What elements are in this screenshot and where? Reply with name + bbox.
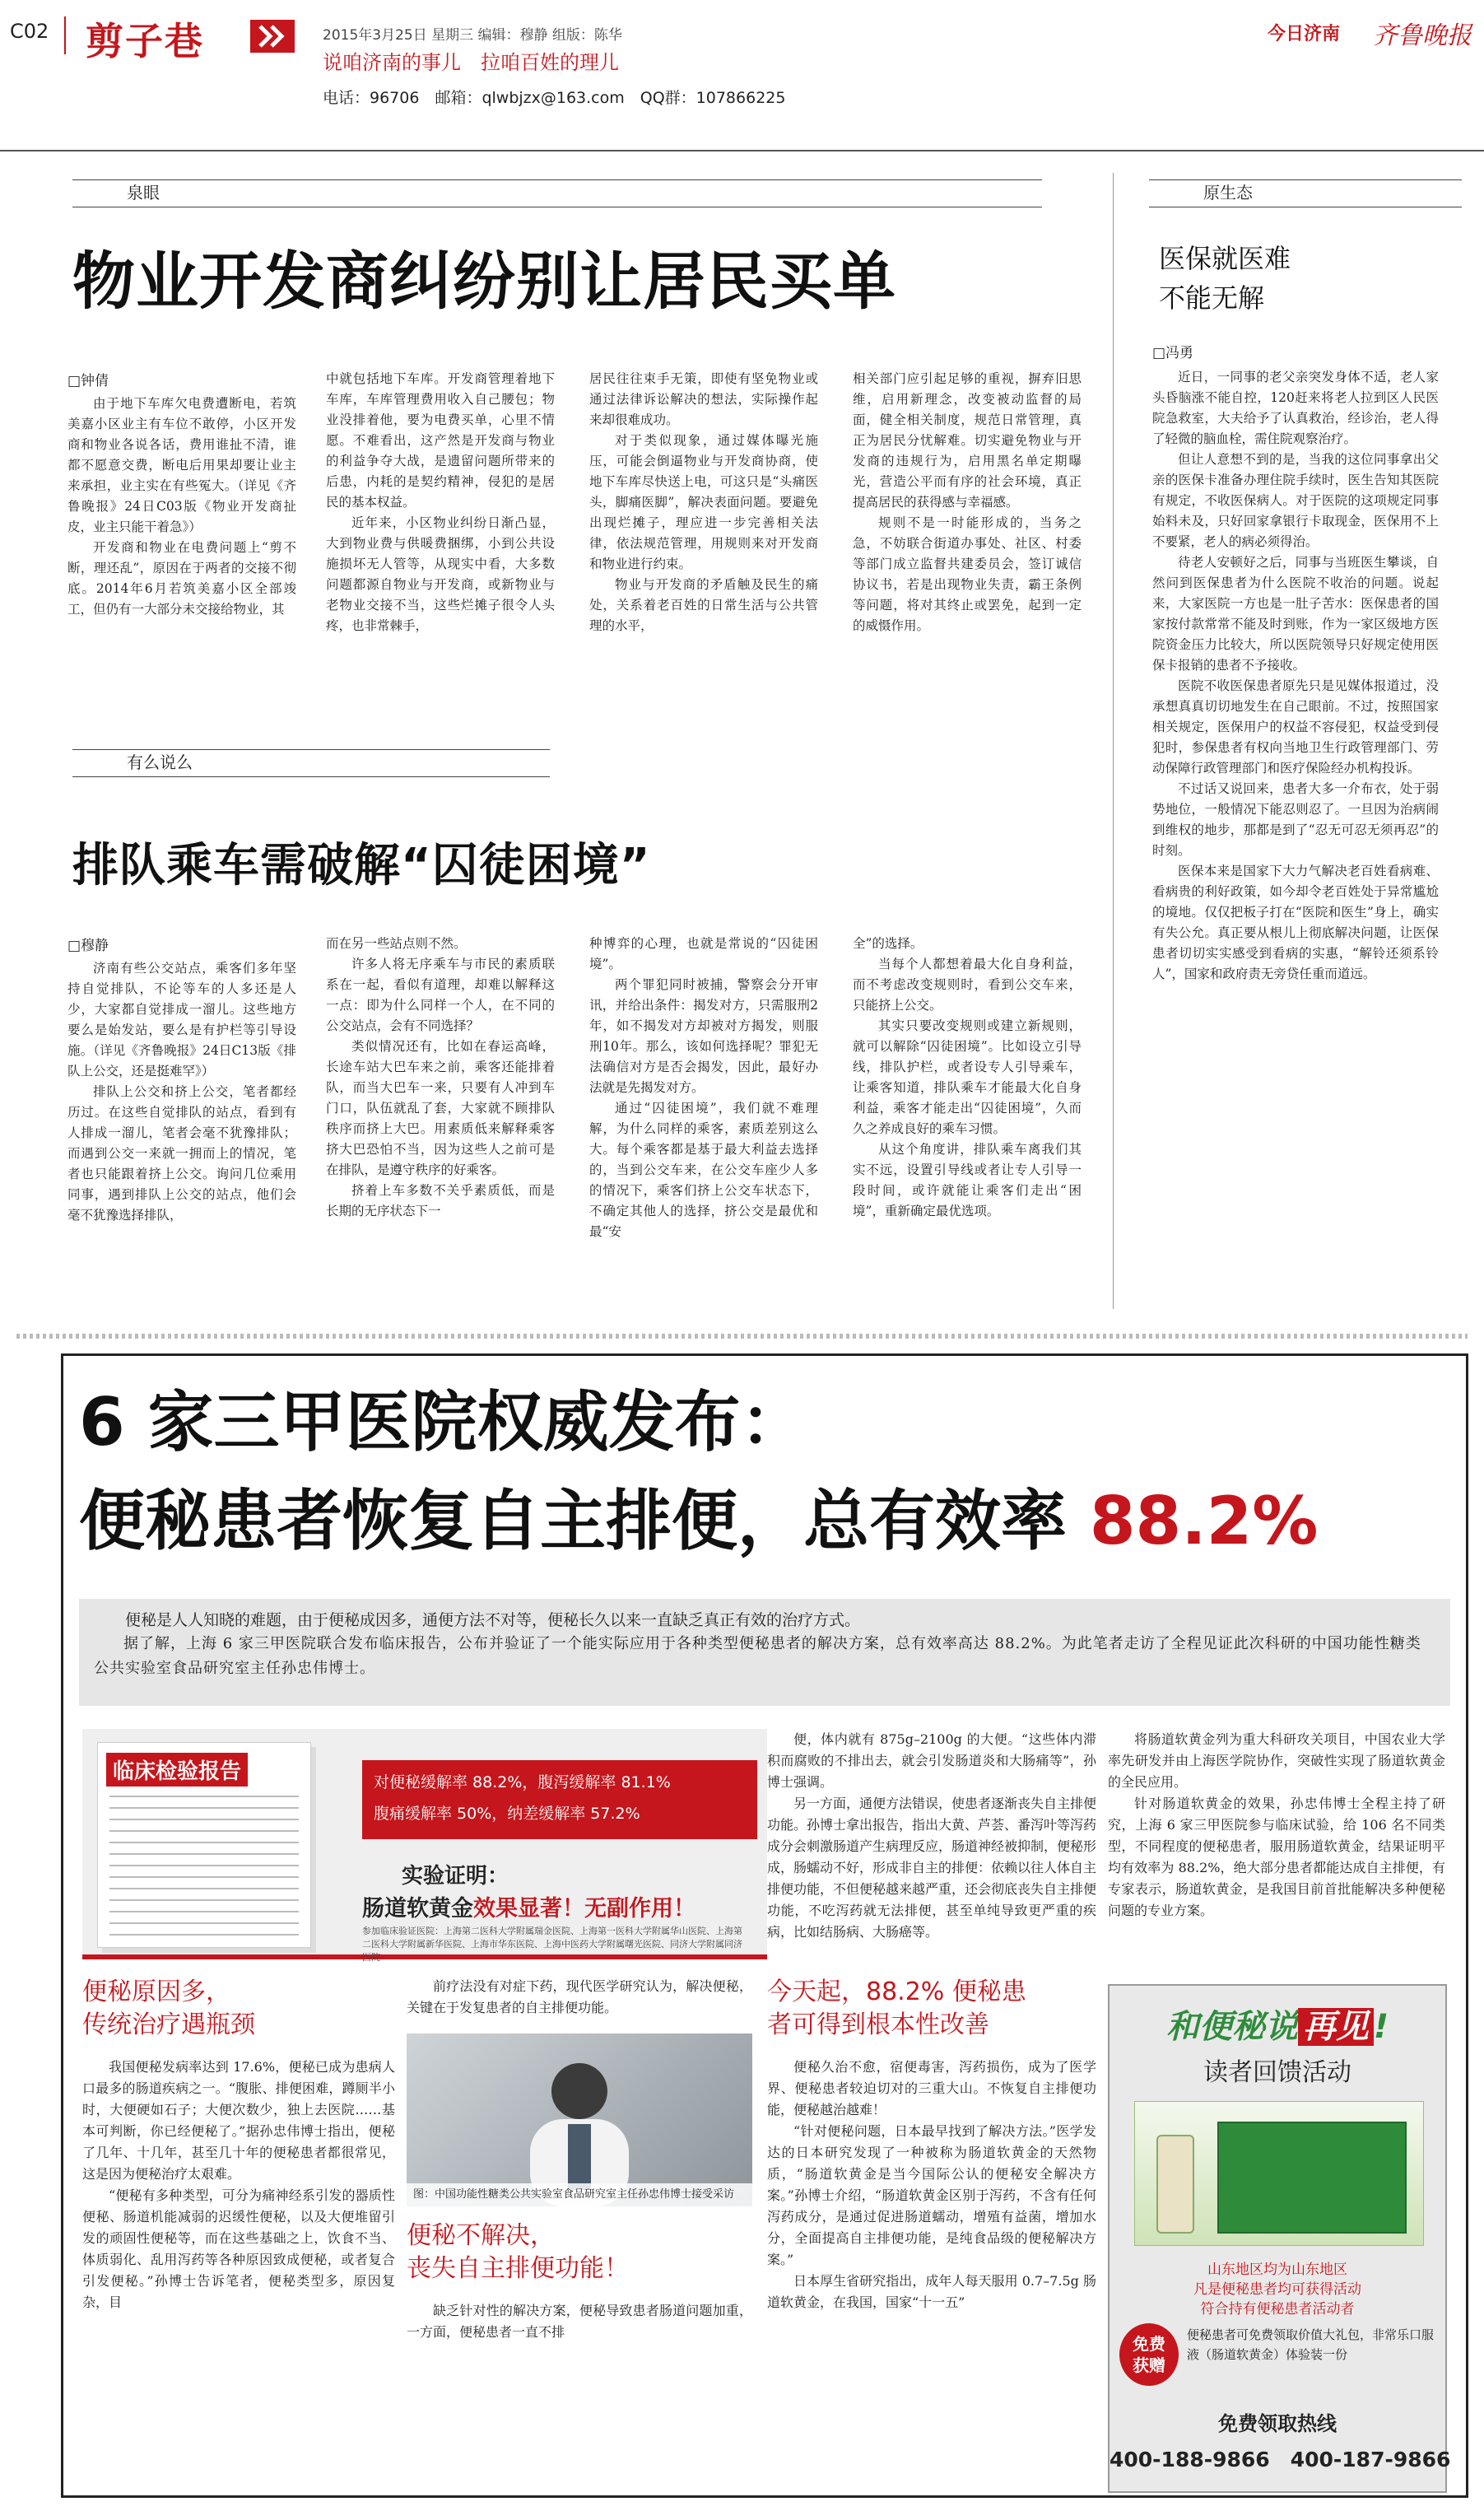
paper-name-logo: 齐鲁晚报	[1373, 21, 1472, 50]
stats-box	[362, 1760, 757, 1839]
ad-col-a: 我国便秘发病率达到 17.6%，便秘已成为患病人口最多的肠道疾病之一。“腹胀、排便困难，蹲厕半小时，大便硬如石子；大便次数少，独上去医院……基本可判断，你已经便秘了。”据孙忠伟博士指出，便秘了几年、十几年，甚至几十年的便秘患者都很常见，这是因为便秘治疗太艰难。 “便秘有多种类型，可分为痛神经系引发的器质性便秘、肠道机能减弱的迟缓性便秘，以及大便堆留引发的顽固性便秘等，而在这些基础之上，饮食不当、体质弱化、乱用泻药等各种原因致成便秘，或者复合引发便秘。”孙博士告诉笔者，便秘类型多，原因复杂，目	[82, 2059, 395, 2310]
article3-headline-line2: 不能无解	[1159, 282, 1265, 314]
ad-subhead1-line2: 传统治疗遇瓶颈	[82, 2010, 255, 2039]
promo-title	[1110, 2001, 1445, 2047]
promo-badge-line2: 获赠	[1133, 2355, 1165, 2375]
photo-caption: 图：中国功能性糖类公共实验室食品研究室主任孙忠伟博士接受采访	[407, 2183, 752, 2206]
article3-headline-line1: 医保就医难	[1159, 243, 1291, 274]
slogan: 说咱济南的事儿 拉咱百姓的理儿	[323, 51, 619, 74]
tag-label: 有么说么	[127, 752, 193, 772]
proof-title: 实验证明：	[402, 1864, 509, 1889]
contact-line: 电话：96706 邮箱：qlwbjzx@163.com QQ群：107866225	[323, 89, 786, 107]
tag-label: 原生态	[1203, 183, 1253, 203]
promo-title-c: !	[1373, 2008, 1389, 2046]
ad-subhead2-line1: 便秘不解决，	[407, 2221, 555, 2250]
promo-text-line2: 凡是便秘患者均可获得活动	[1193, 2281, 1361, 2298]
article1-col4: 相关部门应引起足够的重视，摒弃旧思维，启用新理念，改变被动监督的局面，健全相关制度，规范日常管理，真正为居民分忧解难。切实避免物业与开发商的违规行为，启用黑名单定期曝光，营造公平而有序的社会环境，真正提高居民的获得感与幸福感。 规则不是一时能形成的，当务之急，不妨联合街道办事处、社区、村委等部门成立监督共建委员会，签订诚信协议书，若是出现物业失责，霸王条例等问题，将对其终止或罢免，起到一定的威慑作用。	[853, 371, 1082, 633]
tag-label: 泉眼	[127, 183, 160, 203]
page-code: C02	[10, 20, 49, 43]
masthead-divider	[64, 16, 66, 54]
ad-headline-rate: 88.2%	[1089, 1483, 1319, 1559]
product-bottle	[1156, 2135, 1194, 2234]
promo-box	[1108, 1984, 1451, 2493]
stats-line2: 腹痛缓解率 50%，纳差缓解率 57.2%	[374, 1805, 640, 1823]
promo-badge-line1: 免费	[1133, 2334, 1165, 2354]
ad-subhead3-line1: 今天起，88.2% 便秘患	[767, 1978, 1026, 2006]
column-tag-quanyan	[72, 179, 1042, 207]
report-document-image	[97, 1742, 311, 1948]
ad-subhead2-line2: 丧失自主排便功能！	[407, 2254, 629, 2283]
article2-col3: 种博弈的心理，也就是常说的“囚徒困境”。 两个罪犯同时被捕，警察会分开审讯，并给出条件：揭发对方，只需服刑2年，如不揭发对方却被对方揭发，则服刑10年。那么，该如何选择呢？罪犯无法确信对方是否会揭发，因此，最好办法就是先揭发对方。 通过“囚徒困境”，我们就不难理解，为什么同样的乘客，素质差别这么大。每个乘客都是基于最大利益去选择的，当到公交车来，在公交车座少人多的情况下，乘客们挤上公交车状态下，不确定其他人的选择，挤公交是最优和最“安	[589, 936, 818, 1239]
article3-col: 近日，一同事的老父亲突发身体不适，老人家头昏脑涨不能自控，120赶来将老人拉到区人民医院急救室，大夫给予了认真救治，经诊治，老人得了轻微的脑血栓，需住院观察治疗。 但让人意想不到的是，当我的这位同事拿出父亲的医保卡准备办理住院手续时，医生告知其医院有规定，不收医保病人。对于医院的这项规定同事始料未及，只好回家拿银行卡取现金，医保用不上不要紧，老人的病必须得治。 待老人安顿好之后，同事与当班医生攀谈，自然问到医保患者为什么医院不收治的问题。说起来，大家医院一方也是一肚子苦水：医保患者的国家按付款常常不能及时到账，作为一家区级地方医院资金压力比较大，所以医院领导只好规定使用医保卡报销的患者不予接收。 医院不收医保患者原先只是见媒体报道过，没承想真真切切地发生在自己眼前。不过，按照国家相关规定，医保用户的权益不容侵犯，权益受到侵犯时，参保患者有权向当地卫生行政管理部门、劳动保障行政管理部门和医疗保险经办机构投诉。 不过话又说回来，患者大多一介布衣，处于弱势地位，一般情况下能忍则忍了。一旦因为治病闹到维权的地步，那都是到了“忍无可忍无须再忍”的时刻。 医保本来是国家下大力气解决老百姓看病难、看病贵的利好政策，如今却令老百姓处于异常尴尬的境地。仅仅把板子打在“医院和医生”身上，确实有失公允。真正要从根儿上彻底解决问题，让医保患者切切实实感受到看病的实惠，“解铃还须系铃人”，国家和政府责无旁贷任重而道远。	[1152, 370, 1439, 981]
product-box-image	[1134, 2101, 1424, 2246]
article1-byline: □钟倩	[67, 373, 109, 389]
ad-col-c2: 便秘久治不愈，宿便毒害，泻药损伤，成为了医学界、便秘患者较迫切对的三重大山。不恢复自主排便功能，便秘越治越难！ “针对便秘问题，日本最早找到了解决方法。”医学发达的日本研究发现了一种被称为肠道软黄金的天然物质，“肠道软黄金是当今国际公认的便秘安全解决方案。”孙博士介绍，“肠道软黄金区别于泻药，不含有任何泻药成分，是通过促进肠道蠕动，增殖有益菌，增加水分，全面提高自主排便功能，是纯食品级的便秘解决方案。” 日本厚生省研究指出，成年人每天服用 0.7–7.5g 肠道软黄金，在我国，国家“十一五”	[767, 2059, 1096, 2310]
ad-col-b2: 缺乏针对性的解决方案，便秘导致患者肠道问题加重，一方面，便秘患者一直不排	[407, 2303, 752, 2340]
report-doc-lines	[109, 1796, 299, 1936]
promo-title-a: 和便秘说	[1165, 2008, 1298, 2046]
ad-col-b: 前疗法没有对症下药，现代医学研究认为，解决便秘，关键在于发复患者的自主排便功能。	[407, 1978, 752, 2015]
article2-headline: 排队乘车需破解“囚徒困境”	[72, 839, 651, 892]
article1-col3: 居民往往束手无策，即使有坚免物业或通过法律诉讼解决的想法，实际操作起来却很难成功。 对于类似现象，通过媒体曝光施压，可能会倒逼物业与开发商协商，使地下车库尽快送上电，可这只是“头痛医头，脚痛医脚”，解决表面问题。要避免出现烂摊子，理应进一步完善相关法律，依法规范管理，用规则来对开发商和物业进行约束。 物业与开发商的矛盾触及民生的痛处，关系着老百姓的日常生活与公共管理的水平，	[589, 371, 818, 633]
article2-col2: 而在另一些站点则不然。 许多人将无序乘车与市民的素质联系在一起，看似有道理，却难以解释这一点：即为什么同样一个人，在不同的公交站点，会有不同选择？ 类似情况还有，比如在春运高峰，长途车站大巴车来之前，乘客还能排着队，而当大巴车一来，只要有人冲到车门口，队伍就乱了套，大家就不顾排队秩序而挤上大巴。用素质低来解释乘客挤大巴恐怕不当，因为这些人之前可是在排队，是遵守秩序的好乘客。 挤着上车多数不关乎素质低，而是长期的无序状态下一	[326, 936, 555, 1218]
right-label: 今日济南	[1268, 24, 1341, 44]
promo-text-line1: 山东地区均为山东地区	[1207, 2262, 1347, 2278]
doctor-photo	[407, 2033, 752, 2206]
ad-headline-line1: 6 家三甲医院权威发布：	[79, 1384, 807, 1460]
proof-line	[362, 1890, 695, 1922]
doctor-silhouette-icon	[407, 2033, 752, 2206]
article2-byline: □穆静	[67, 938, 109, 954]
report-doc-label: 临床检验报告	[106, 1753, 248, 1787]
promo-badge	[1119, 2323, 1179, 2386]
column-divider	[1113, 173, 1114, 1309]
hotline-label: 免费领取热线	[1218, 2412, 1337, 2435]
ad-col-c: 便，体内就有 875g–2100g 的大便。“这些体内滞积而腐败的不排出去，就会引发肠道炎和大肠痛等”，孙博士强调。 另一方面，通便方法错误，使患者逐渐丧失自主排便功能。孙博士拿出报告，指出大黄、芦荟、番泻叶等泻药成分会刺激肠道产生病理反应，肠道神经被抑制，便秘形成，肠蠕动不好，形成非自主的排便：依赖以往人体自主排便功能，不但便秘越来越严重，还会彻底丧失自主排便功能，不吃泻药就无法排便，甚至单纯导致更严重的疾病，比如结肠病、大肠癌等。	[767, 1731, 1097, 1940]
proof-effect: 效果显著！无副作用！	[473, 1896, 695, 1922]
article2-col1: 济南有些公交站点，乘客们多年坚持自觉排队，不论等车的人多还是人少，大家都自觉排成一溜儿。这些地方要么是始发站，要么是有护栏等引导设施。（详见《齐鲁晚报》24日C13版《排队上公交，还是挺难罕》） 排队上公交和挤上公交，笔者都经历过。在这些自觉排队的站点，看到有人排成一溜儿，笔者会毫不犹豫排队；而遇到公交一来就一拥而上的情况，笔者也只能跟着挤上公交。询问几位乘用同事，遇到排队上公交的站点，他们会毫不犹豫选择排队，	[67, 961, 296, 1223]
double-chevron-icon	[250, 20, 295, 53]
ad-subhead3-line2: 者可得到根本性改善	[767, 2010, 989, 2039]
article2-col4: 全”的选择。 当每个人都想着最大化自身利益，而不考虑改变规则时，看到公交车来，只能挤上公交。 其实只要改变规则或建立新规则，就可以解除“囚徒困境”。比如设立引导线，排队护栏，或者设专人引导乘车，让乘客知道，排队乘车才能最大化自身利益，乘客才能走出“囚徒困境”，久而久之养成良好的乘车习惯。 从这个角度讲，排队乘车离我们其实不远，设置引导线或者让专人引导一段时间，或许就能让乘客们走出“困境”，重新确定最优选项。	[853, 936, 1082, 1218]
article1-headline: 物业开发商纠纷别让居民买单	[72, 245, 896, 318]
proof-hospitals: 参加临床验证医院：上海第二医科大学附属瑞金医院、上海第一医科大学附属华山医院、上海第二医科大学附属新华医院、上海市华东医院、上海中医药大学附属曙光医院、同济大学附属同济医院	[362, 1926, 742, 1963]
promo-subtitle: 读者回馈活动	[1203, 2058, 1351, 2087]
article1-col1: 由于地下车库欠电费遭断电，若筑美嘉小区业主有车位不敢停，小区开发商和物业各说各话，费用谁扯不清，谁都不愿意交费，断电后用果却要让业主来承担，业主实在有些冤大。（详见《齐鲁晚报》24日C03版《物业开发商扯皮，业主只能干着急》） 开发商和物业在电费问题上“剪不断，理还乱”，原因在于两者的交接不彻底。2014年6月若筑美嘉小区全部竣工，但仍有一大部分未交接给物业，其	[67, 396, 296, 617]
date-line: 2015年3月25日 星期三 编辑：穆静 组版：陈华	[323, 27, 622, 44]
hotline2[interactable]: 400-187-9866	[1290, 2448, 1451, 2471]
ad-headline-line2	[79, 1482, 1318, 1561]
stats-line1: 对便秘缓解率 88.2%，腹泻缓解率 81.1%	[374, 1773, 671, 1791]
article1-col2: 中就包括地下车库。开发商管理着地下车库，车库管理费用收入自己腰包；物业没排着他，要为电费买单，心里不情愿。不难看出，这产然是开发商与物业的利益争夺大战，是遗留问题所带来的后患，内耗的是契约精神，侵犯的是居民的基本权益。 近年来，小区物业纠纷日渐凸显，大到物业费与供暖费捆绑，小到公共设施损坏无人管等，从现实中看，大多数问题都源自物业与开发商，或新物业与老物业交接不当，这些烂摊子很令人头疼，也非常棘手，	[326, 371, 555, 633]
ad-intro-box	[79, 1599, 1450, 1706]
ad-headline-main: 便秘患者恢复自主排便，总有效率	[79, 1483, 1090, 1559]
proof-product: 肠道软黄金	[362, 1896, 473, 1922]
ad-col-d: 将肠道软黄金列为重大科研攻关项目，中国农业大学率先研发并由上海医学院协作，突破性实现了肠道软黄金的全民应用。 针对肠道软黄金的效果，孙忠伟博士全程主持了研究，上海 6 家三甲医院参与临床试验，给 106 名不同类型，不同程度的便秘患者，服用肠道软黄金，结果证明平均有效率为 88.2%，绝大部分患者都能达成自主排便，有专家表示，肠道软黄金，是我国目前首批能解决多种便秘问题的专业方案。	[1108, 1731, 1445, 1918]
ad-subhead1-line1: 便秘原因多，	[82, 1978, 230, 2006]
column-tag-youmeshuome	[72, 749, 550, 777]
masthead-rule	[0, 150, 1484, 151]
hotline-numbers	[1110, 2443, 1451, 2473]
promo-title-b: 再见	[1298, 2008, 1374, 2046]
product-carton	[1217, 2122, 1407, 2234]
promo-badge-text: 便秘患者可免费领取价值大礼包，非常乐口服液（肠道软黄金）体验装一份	[1187, 2327, 1435, 2362]
hotline1[interactable]: 400-188-9866	[1110, 2448, 1270, 2471]
column-tag-yuanshengtai	[1149, 179, 1462, 207]
section-title: 剪子巷	[86, 19, 204, 63]
promo-text-line3: 符合持有便秘患者活动者	[1200, 2301, 1355, 2318]
article3-byline: □冯勇	[1152, 345, 1194, 361]
dotted-separator	[16, 1334, 1468, 1339]
ad-intro-line2: 据了解，上海 6 家三甲医院联合发布临床报告，公布并验证了一个能实际应用于各种类型便秘患者的解决方案，总有效率高达 88.2%。为此笔者走访了全程见证此次科研的中国功能性糖类公共实验室食品研究室主任孙忠伟博士。	[94, 1635, 1421, 1677]
ad-intro-line1: 便秘是人人知晓的难题，由于便秘成因多，通便方法不对等，便秘长久以来一直缺乏真正有效的治疗方式。	[125, 1611, 861, 1629]
